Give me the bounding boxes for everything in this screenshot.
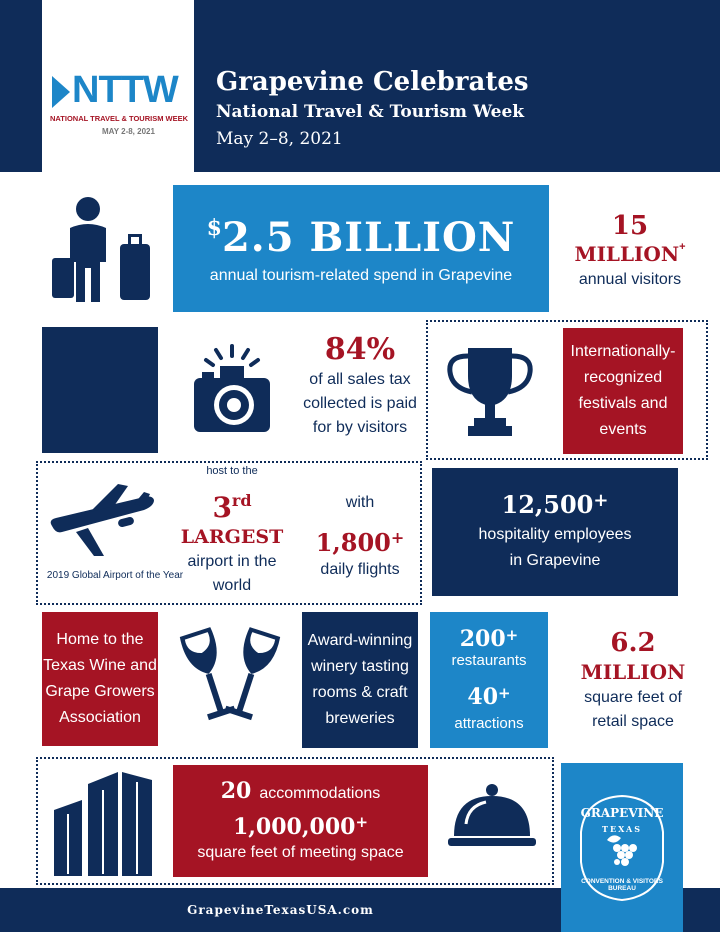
airport-award: 2019 Global Airport of the Year — [46, 570, 184, 581]
employees-line2: in Grapevine — [509, 552, 601, 569]
accommodations-label: accommodations — [259, 785, 381, 802]
traveler-icon — [48, 196, 153, 304]
meeting-panel — [173, 765, 428, 877]
employees-plus: + — [593, 490, 609, 511]
sales-tax-line3: for by visitors — [312, 419, 408, 436]
spend-caption: annual tourism-related spend in Grapevine — [209, 266, 513, 284]
buildings-icon — [52, 770, 156, 878]
retail-line1: square feet of — [584, 689, 682, 706]
wine-line4: Association — [59, 709, 141, 726]
retail-number: 6.2 — [610, 628, 656, 658]
seal-name: GRAPEVINE — [580, 805, 664, 820]
wine-association-panel — [42, 612, 158, 746]
spend-panel — [173, 185, 549, 312]
employees-line1: hospitality employees — [478, 526, 632, 543]
wine-line1: Home to the — [56, 631, 144, 648]
festivals-line4: events — [599, 421, 647, 438]
attractions-plus: + — [498, 684, 511, 702]
visitors-caption: annual visitors — [578, 271, 682, 288]
airport-rank-number: 3 — [212, 491, 232, 524]
visitors-unit: MILLION — [574, 242, 680, 266]
logo-date: MAY 2-8, 2021 — [102, 127, 155, 136]
serving-cloche-icon — [446, 782, 538, 852]
visitors-stat — [555, 200, 705, 300]
footer-band-right — [683, 888, 720, 932]
retail-stat — [558, 618, 708, 744]
trophy-icon — [446, 346, 534, 438]
winery-line4: breweries — [325, 710, 395, 727]
airport-rank-word: LARGEST — [180, 526, 284, 548]
seal-state: TEXAS — [602, 823, 642, 834]
winery-line1: Award-winning — [307, 632, 413, 649]
seal-bureau: CONVENTION & VISITORS BUREAU — [581, 877, 663, 892]
logo-panel — [42, 0, 194, 172]
winery-line3: rooms & craft — [312, 684, 408, 701]
accommodations-number: 20 — [220, 778, 252, 804]
sales-tax-line1: of all sales tax — [309, 371, 411, 388]
logo-chevron-icon — [52, 76, 70, 108]
footer-url[interactable]: GrapevineTexasUSA.com — [187, 903, 374, 917]
wine-line3: Grape Growers — [45, 683, 155, 700]
airplane-icon — [48, 482, 156, 558]
airport-with: with — [345, 494, 375, 511]
restaurants-plus: + — [505, 626, 519, 644]
airport-rank-stat — [168, 465, 296, 594]
festivals-panel — [563, 328, 683, 454]
visitors-plus: + — [679, 241, 686, 253]
winery-line2: winery tasting — [311, 658, 409, 675]
page-title: Grapevine Celebrates — [216, 67, 529, 97]
festivals-line2: recognized — [583, 369, 663, 386]
grapevine-seal-logo — [569, 792, 675, 904]
dining-panel — [430, 612, 548, 748]
airport-flights-caption: daily flights — [320, 561, 400, 578]
wine-line2: Texas Wine and — [43, 657, 157, 674]
sales-tax-stat — [295, 326, 425, 446]
attractions-number: 40 — [467, 684, 499, 710]
airport-flights-number: 1,800 — [315, 528, 391, 557]
airport-rank-caption: airport in the world — [187, 553, 277, 594]
festivals-line1: Internationally- — [570, 343, 676, 360]
attractions-label: attractions — [454, 715, 524, 732]
grapevine-seal-panel — [561, 763, 683, 932]
footer-band — [0, 888, 561, 932]
festivals-line3: festivals and — [578, 395, 668, 412]
page-subtitle: National Travel & Tourism Week — [216, 102, 525, 122]
spend-currency: $ — [206, 214, 222, 241]
employees-panel — [432, 468, 678, 596]
winery-panel — [302, 612, 418, 748]
restaurants-label: restaurants — [451, 652, 527, 669]
camera-icon — [192, 344, 272, 436]
airport-rank-suffix: rd — [231, 491, 252, 510]
visitors-number: 15 — [611, 211, 649, 241]
meeting-space-plus: + — [355, 813, 369, 831]
sales-tax-percent: 84% — [324, 332, 396, 367]
restaurants-number: 200 — [459, 626, 506, 652]
logo-subtitle: NATIONAL TRAVEL & TOURISM WEEK — [50, 114, 189, 123]
airport-host: host to the — [206, 465, 258, 477]
logo-text: NTTW — [72, 69, 178, 111]
retail-unit: MILLION — [580, 660, 686, 684]
navy-square-block — [42, 327, 158, 453]
retail-line2: retail space — [592, 713, 674, 730]
spend-amount: 2.5 BILLION — [221, 213, 516, 261]
meeting-space-number: 1,000,000 — [232, 814, 356, 840]
meeting-space-label: square feet of meeting space — [197, 844, 404, 861]
page-dates: May 2–8, 2021 — [216, 129, 343, 149]
employees-number: 12,500 — [501, 490, 594, 519]
airport-flights-stat — [300, 482, 420, 592]
sales-tax-line2: collected is paid — [303, 395, 417, 412]
airport-flights-plus: + — [390, 528, 405, 547]
wine-glasses-icon — [178, 622, 282, 734]
